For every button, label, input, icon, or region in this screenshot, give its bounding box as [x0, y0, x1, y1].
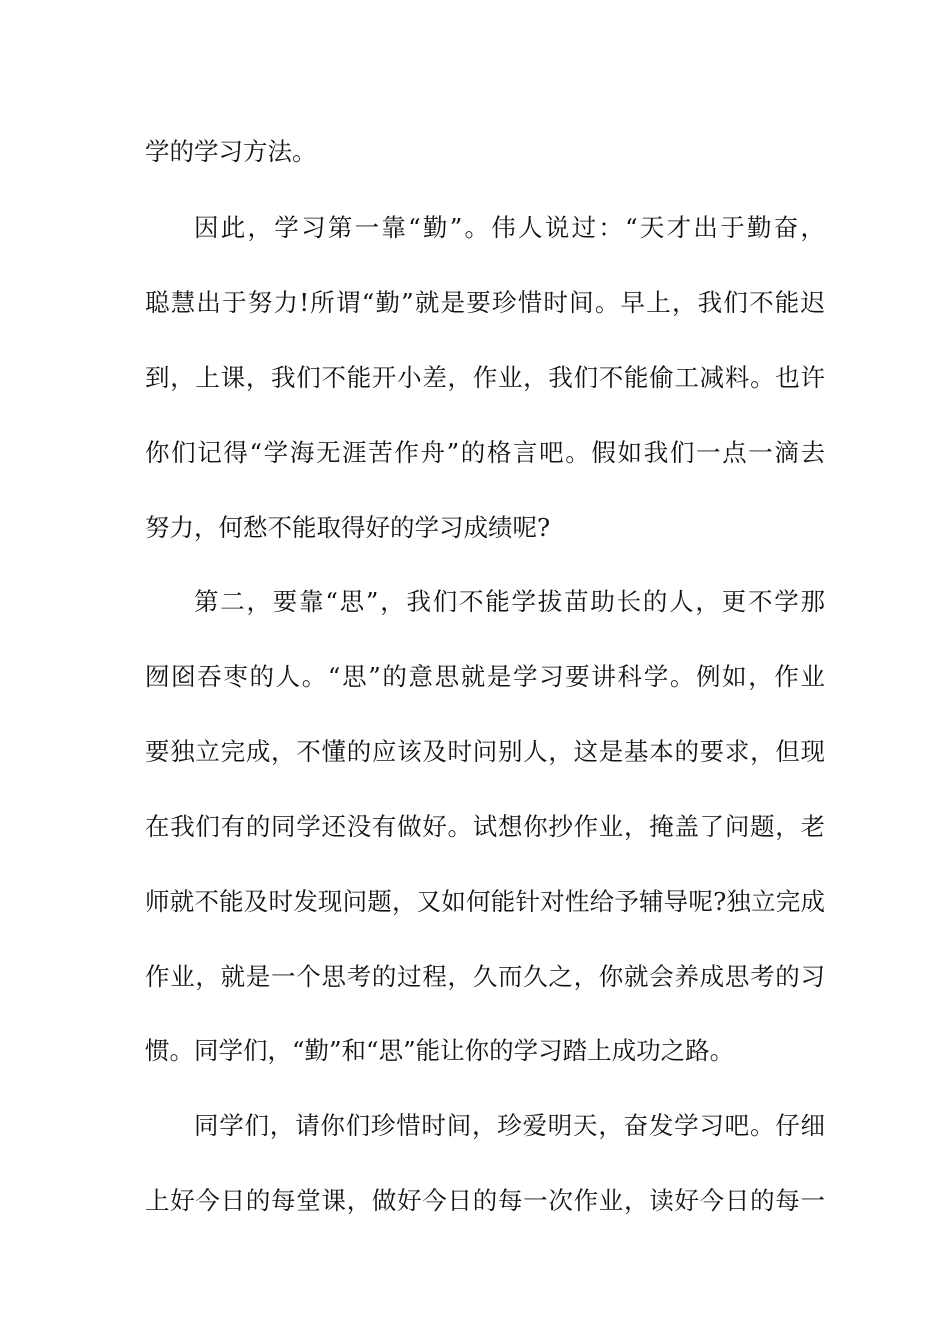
- text-line: 聪慧出于努力!所谓“勤”就是要珍惜时间。早上，我们不能迟: [145, 288, 825, 317]
- paragraph-first-line: 因此，学习第一靠“勤”。伟人说过：“天才出于勤奋，: [194, 213, 825, 242]
- text-line: 你们记得“学海无涯苦作舟”的格言吧。假如我们一点一滴去: [145, 438, 825, 467]
- paragraph-first-line: 同学们，请你们珍惜时间，珍爱明天，奋发学习吧。仔细: [194, 1111, 825, 1140]
- text-line: 囫囵吞枣的人。“思”的意思就是学习要讲科学。例如，作业: [145, 662, 825, 691]
- text-line: 学的学习方法。: [145, 137, 317, 166]
- text-line: 师就不能及时发现问题，又如何能针对性给予辅导呢?独立完成: [145, 887, 825, 916]
- text-line: 要独立完成，不懂的应该及时问别人，这是基本的要求，但现: [145, 737, 825, 766]
- text-line: 作业，就是一个思考的过程，久而久之，你就会养成思考的习: [145, 962, 825, 991]
- paragraph-first-line: 第二，要靠“思”，我们不能学拔苗助长的人，更不学那: [194, 587, 825, 616]
- text-line: 上好今日的每堂课，做好今日的每一次作业，读好今日的每一: [145, 1186, 825, 1215]
- text-line: 到，上课，我们不能开小差，作业，我们不能偷工减料。也许: [145, 363, 825, 392]
- text-line: 在我们有的同学还没有做好。试想你抄作业，掩盖了问题，老: [145, 812, 825, 841]
- text-line: 努力，何愁不能取得好的学习成绩呢?: [145, 513, 551, 542]
- text-line: 惯。同学们，“勤”和“思”能让你的学习踏上成功之路。: [145, 1036, 735, 1065]
